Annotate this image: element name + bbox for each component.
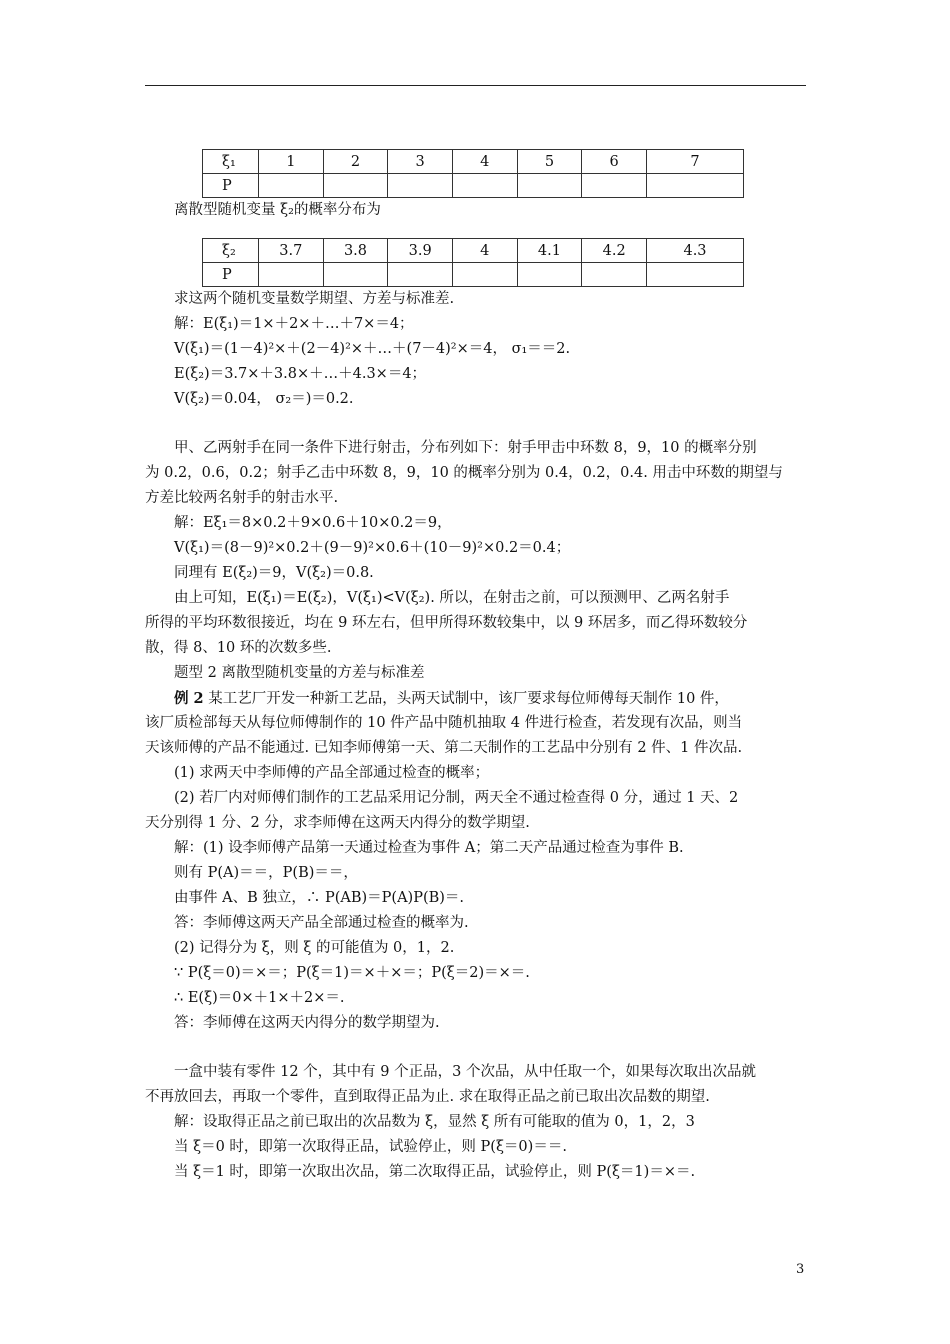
- table-cell: [517, 174, 582, 198]
- table-cell: 4.2: [582, 239, 647, 263]
- paragraph-line: [145, 686, 807, 711]
- table-cell: 4.1: [517, 239, 582, 263]
- paragraph-line: 甲、乙两射手在同一条件下进行射击，分布列如下：射手甲击中环数 8，9，10 的概率分别: [174, 440, 757, 456]
- paragraph-line: 由事件 A、B 独立，∴ P(AB)＝P(A)P(B)＝.: [174, 890, 465, 906]
- paragraph-line: ∴ E(ξ)＝0×＋1×＋2×＝.: [174, 990, 345, 1006]
- paragraph-line: 由上可知，E(ξ₁)＝E(ξ₂)，V(ξ₁)<V(ξ₂). 所以，在射击之前，可以预测甲、乙两名射手: [174, 590, 730, 606]
- paragraph-line: 当 ξ＝1 时，即第一次取出次品，第二次取得正品，试验停止，则 P(ξ＝1)＝×＝.: [174, 1164, 696, 1180]
- table-row: [203, 263, 744, 287]
- paragraph-line: 同理有 E(ξ₂)＝9，V(ξ₂)＝0.8.: [174, 565, 374, 581]
- table-cell: [323, 174, 388, 198]
- table-cell: 6: [582, 150, 647, 174]
- table-cell: ξ₁: [203, 150, 259, 174]
- table-row: [203, 239, 744, 263]
- spacer: [145, 412, 807, 436]
- table-cell: P: [203, 263, 259, 287]
- table-cell: 1: [259, 150, 324, 174]
- paragraph-line: 求这两个随机变量数学期望、方差与标准差.: [174, 291, 455, 307]
- table-cell: 3.9: [388, 239, 453, 263]
- table-cell: [452, 263, 517, 287]
- table-cell: [452, 174, 517, 198]
- paragraph-line: 解：设取得正品之前已取出的次品数为 ξ，显然 ξ 所有可能取的值为 0，1，2，3: [174, 1114, 695, 1130]
- table-cell: 3: [388, 150, 453, 174]
- paragraph-line: 解：(1) 设李师傅产品第一天通过检查为事件 A；第二天产品通过检查为事件 B.: [174, 840, 684, 856]
- paragraph-line: 答：李师傅这两天产品全部通过检查的概率为.: [174, 915, 469, 931]
- paragraph-text: 某工艺厂开发一种新工艺品，头两天试制中，该厂要求每位师傅每天制作 10 件，: [203, 691, 729, 707]
- table-cell: 4.3: [647, 239, 744, 263]
- table-cell: 5: [517, 150, 582, 174]
- table-cell: 4: [452, 239, 517, 263]
- paragraph-line: 当 ξ＝0 时，即第一次取得正品，试验停止，则 P(ξ＝0)＝＝.: [174, 1139, 567, 1155]
- table-row: [203, 150, 744, 174]
- paragraph-line: 不再放回去，再取一个零件，直到取得正品为止. 求在取得正品之前已取出次品数的期望.: [145, 1089, 710, 1105]
- table-cell: [517, 263, 582, 287]
- table-row: [203, 174, 744, 198]
- paragraph-line: 方差比较两名射手的射击水平.: [145, 490, 339, 506]
- table-cell: P: [203, 174, 259, 198]
- paragraph-line: 天该师傅的产品不能通过. 已知李师傅第一天、第二天制作的工艺品中分别有 2 件、1 件次品.: [145, 740, 743, 756]
- xi1-distribution-table: [202, 149, 744, 198]
- paragraph-line: V(ξ₁)＝(1－4)²×＋(2－4)²×＋…＋(7－4)²×＝4， σ₁＝＝2.: [174, 341, 571, 357]
- paragraph-line: 所得的平均环数很接近，均在 9 环左右，但甲所得环数较集中，以 9 环居多，而乙得环数较分: [145, 615, 748, 631]
- table-cell: 4: [452, 150, 517, 174]
- paragraph-line: 解：Eξ₁＝8×0.2＋9×0.6＋10×0.2＝9，: [174, 515, 452, 531]
- paragraph-line: V(ξ₂)＝0.04， σ₂＝)＝0.2.: [174, 391, 354, 407]
- table-cell: [647, 174, 744, 198]
- table-cell: [582, 174, 647, 198]
- page-number: 3: [796, 1262, 805, 1277]
- table-cell: [388, 263, 453, 287]
- table-cell: [323, 263, 388, 287]
- paragraph-line: (1) 求两天中李师傅的产品全部通过检查的概率；: [174, 765, 490, 781]
- table-cell: 7: [647, 150, 744, 174]
- table-cell: [582, 263, 647, 287]
- table-cell: [388, 174, 453, 198]
- paragraph-line: 为 0.2，0.6，0.2；射手乙击中环数 8，9，10 的概率分别为 0.4，0.2，0.4. 用击中环数的期望与: [145, 465, 783, 481]
- paragraph-line: 离散型随机变量 ξ₂的概率分布为: [174, 202, 381, 218]
- paragraph-line: V(ξ₁)＝(8－9)²×0.2＋(9－9)²×0.6＋(10－9)²×0.2＝0.4；: [174, 540, 571, 556]
- paragraph-line: 则有 P(A)＝＝，P(B)＝＝，: [174, 865, 358, 881]
- paragraph-line: (2) 若厂内对师傅们制作的工艺品采用记分制，两天全不通过检查得 0 分，通过 1 天、2: [174, 790, 739, 806]
- paragraph-line: 一盒中装有零件 12 个，其中有 9 个正品，3 个次品，从中任取一个，如果每次取出次品就: [174, 1064, 756, 1080]
- table-cell: [259, 174, 324, 198]
- table-cell: ξ₂: [203, 239, 259, 263]
- spacer: [145, 1036, 807, 1060]
- page-content: [145, 149, 807, 1185]
- example-label: 例 2: [174, 690, 204, 707]
- paragraph-line: 答：李师傅在这两天内得分的数学期望为.: [174, 1015, 440, 1031]
- paragraph-line: (2) 记得分为 ξ，则 ξ 的可能值为 0，1，2.: [174, 940, 455, 956]
- xi2-distribution-table: [202, 238, 744, 287]
- table-cell: [259, 263, 324, 287]
- header-rule: [145, 85, 806, 86]
- paragraph-line: 该厂质检部每天从每位师傅制作的 10 件产品中随机抽取 4 件进行检查，若发现有次品，则当: [145, 715, 743, 731]
- paragraph-line: E(ξ₂)＝3.7×＋3.8×＋…＋4.3×＝4；: [174, 366, 427, 382]
- paragraph-line: 散，得 8、10 环的次数多些.: [145, 640, 332, 656]
- paragraph-line: 天分别得 1 分、2 分，求李师傅在这两天内得分的数学期望.: [145, 815, 530, 831]
- table-cell: [647, 263, 744, 287]
- table-cell: 3.7: [259, 239, 324, 263]
- section-heading: 题型 2 离散型随机变量的方差与标准差: [174, 665, 425, 681]
- table-cell: 3.8: [323, 239, 388, 263]
- paragraph-line: 解：E(ξ₁)＝1×＋2×＋…＋7×＝4；: [174, 316, 414, 332]
- table-cell: 2: [323, 150, 388, 174]
- paragraph-line: ∵ P(ξ＝0)＝×＝；P(ξ＝1)＝×＋×＝；P(ξ＝2)＝×＝.: [174, 965, 530, 981]
